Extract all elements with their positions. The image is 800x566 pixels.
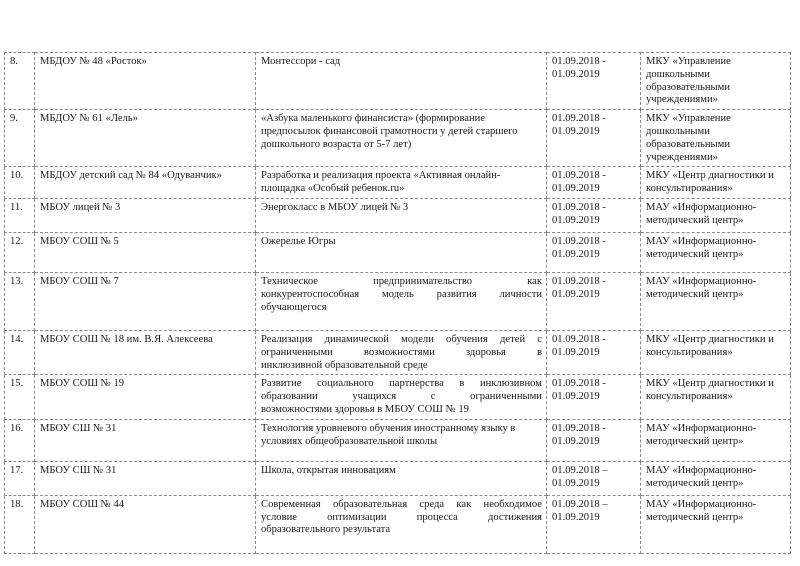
project-title-word: Техническое	[261, 275, 318, 287]
supervising-institution-line: учреждениями»	[646, 94, 718, 106]
supervising-institution-line: МАУ «Информационно-	[646, 422, 757, 434]
period-start-date: 01.09.2018 -	[552, 422, 606, 434]
project-title-word: модель	[381, 288, 414, 300]
project-title-word: социального	[316, 378, 374, 390]
project-title-line: обучающегося	[261, 301, 327, 313]
period-start-date: 01.09.2018 –	[552, 498, 608, 510]
project-title	[256, 272, 547, 330]
supervising-institution	[641, 419, 791, 461]
period-end-date: 01.09.2019	[552, 477, 600, 489]
supervising-institution-line: МКУ «Управление	[646, 113, 731, 125]
period-end-date: 01.09.2019	[552, 125, 600, 137]
period-end-date: 01.09.2019	[552, 248, 600, 260]
row-number: 10.	[5, 167, 35, 199]
row-number: 18.	[5, 495, 35, 553]
project-title	[256, 53, 547, 110]
supervising-institution-line: дошкольными	[646, 68, 710, 80]
project-title-word: с	[430, 391, 436, 403]
project-title-line: Монтессори - сад	[261, 56, 341, 67]
organization-name: МБДОУ № 48 «Росток»	[35, 53, 256, 110]
implementation-period	[547, 330, 641, 374]
project-title	[256, 495, 547, 553]
supervising-institution-line: методический центр»	[646, 477, 744, 489]
supervising-institution-line: консультирования»	[646, 391, 733, 403]
organization-name: МБОУ СШ № 31	[35, 461, 256, 495]
project-title-word: Реализация	[261, 333, 313, 345]
table-row	[5, 461, 791, 495]
implementation-period	[547, 110, 641, 167]
row-number: 15.	[5, 375, 35, 419]
project-title-word: конкурентоспособная	[261, 288, 360, 300]
period-start-date: 01.09.2018 –	[552, 464, 608, 476]
project-title	[256, 330, 547, 374]
supervising-institution	[641, 330, 791, 374]
project-title-word: необходимое	[483, 498, 542, 510]
project-title-line	[261, 289, 542, 302]
period-end-date: 01.09.2019	[552, 435, 600, 447]
project-title-word: достижения	[487, 511, 542, 523]
implementation-period	[547, 167, 641, 199]
project-title-line	[261, 347, 542, 360]
project-title	[256, 110, 547, 167]
period-start-date: 01.09.2018 -	[552, 235, 606, 247]
project-title-word: развития	[436, 288, 477, 300]
project-title-line	[261, 378, 542, 391]
project-title	[256, 419, 547, 461]
period-start-date: 01.09.2018 -	[552, 378, 606, 390]
project-title-word: образовании	[261, 391, 318, 403]
organization-name: МБОУ СОШ № 5	[35, 232, 256, 272]
project-title-line	[261, 334, 542, 347]
table-row	[5, 375, 791, 419]
project-title	[256, 461, 547, 495]
project-title-word: возможностями	[363, 346, 435, 358]
table-row	[5, 272, 791, 330]
supervising-institution-line: методический центр»	[646, 214, 744, 226]
project-title-word: процесса	[416, 511, 458, 523]
project-title-line: инклюзивной образовательной среде	[261, 359, 428, 371]
project-title-line: Разработка и реализация проекта «Активная онлайн-	[261, 170, 501, 182]
project-title-line: условиях общеобразовательной школы	[261, 435, 438, 447]
project-title-word: Развитие	[261, 378, 302, 390]
project-title-word: ограниченными	[470, 391, 542, 403]
supervising-institution-line: МКУ «Центр диагностики и	[646, 170, 774, 182]
period-start-date: 01.09.2018 -	[552, 170, 606, 182]
period-end-date: 01.09.2019	[552, 183, 600, 195]
period-end-date: 01.09.2019	[552, 346, 600, 358]
innovation-projects-table	[4, 52, 791, 554]
project-title-word: ограниченными	[261, 346, 333, 358]
implementation-period	[547, 232, 641, 272]
supervising-institution-line: методический центр»	[646, 288, 744, 300]
implementation-period	[547, 53, 641, 110]
project-title-word: с	[537, 333, 542, 345]
project-title-word: инклюзивном	[479, 378, 542, 390]
row-number: 8.	[5, 53, 35, 110]
project-title-line: Школа, открытая инновациям	[261, 464, 396, 476]
table-row	[5, 419, 791, 461]
project-title-line	[261, 391, 542, 404]
project-title-word: детей	[500, 333, 526, 345]
implementation-period	[547, 272, 641, 330]
table-row	[5, 198, 791, 232]
supervising-institution-line: методический центр»	[646, 511, 744, 523]
period-start-date: 01.09.2018 -	[552, 275, 606, 287]
supervising-institution-line: методический центр»	[646, 248, 744, 260]
period-start-date: 01.09.2018 -	[552, 201, 606, 213]
project-title-word: оптимизации	[327, 511, 387, 523]
supervising-institution-line: образовательными	[646, 138, 731, 150]
supervising-institution-line: МАУ «Информационно-	[646, 201, 757, 213]
organization-name: МБОУ СШ № 31	[35, 419, 256, 461]
period-end-date: 01.09.2019	[552, 214, 600, 226]
row-number: 9.	[5, 110, 35, 167]
period-start-date: 01.09.2018 -	[552, 113, 606, 125]
organization-name: МБОУ СОШ № 19	[35, 375, 256, 419]
project-title-word: партнерства	[389, 378, 444, 390]
supervising-institution-line: учреждениями»	[646, 151, 718, 163]
implementation-period	[547, 495, 641, 553]
supervising-institution	[641, 495, 791, 553]
supervising-institution	[641, 53, 791, 110]
supervising-institution-line: методический центр»	[646, 435, 744, 447]
table-row	[5, 495, 791, 553]
supervising-institution-line: консультирования»	[646, 183, 733, 195]
project-title-word: как	[527, 275, 542, 287]
project-title-word: личности	[499, 288, 542, 300]
implementation-period	[547, 198, 641, 232]
project-title-line: Технология уровневого обучения иностранному языку в	[261, 422, 516, 434]
supervising-institution	[641, 375, 791, 419]
period-end-date: 01.09.2019	[552, 391, 600, 403]
supervising-institution-line: консультирования»	[646, 346, 733, 358]
period-end-date: 01.09.2019	[552, 68, 600, 80]
row-number: 16.	[5, 419, 35, 461]
project-title-line: предпосылок финансовой грамотности у детей старшего	[261, 125, 518, 137]
project-title-line	[261, 512, 542, 525]
row-number: 17.	[5, 461, 35, 495]
project-title-line	[261, 499, 542, 512]
project-title-word: обучения	[446, 333, 488, 345]
supervising-institution-line: МКУ «Управление	[646, 56, 731, 67]
project-title	[256, 232, 547, 272]
supervising-institution-line: МАУ «Информационно-	[646, 464, 757, 476]
project-title-word: среда	[419, 498, 445, 510]
table-row	[5, 330, 791, 374]
organization-name: МБОУ лицей № 3	[35, 198, 256, 232]
project-title-word: образовательная	[333, 498, 408, 510]
supervising-institution-line: МКУ «Центр диагностики и	[646, 378, 774, 390]
project-title-word: модели	[401, 333, 434, 345]
supervising-institution-line: дошкольными	[646, 125, 710, 137]
project-title-word: динамической	[324, 333, 389, 345]
organization-name: МБОУ СОШ № 44	[35, 495, 256, 553]
period-end-date: 01.09.2019	[552, 288, 600, 300]
row-number: 11.	[5, 198, 35, 232]
project-title-word: в	[536, 346, 542, 358]
supervising-institution	[641, 272, 791, 330]
supervising-institution-line: МКУ «Центр диагностики и	[646, 333, 774, 345]
period-start-date: 01.09.2018 -	[552, 56, 606, 67]
period-start-date: 01.09.2018 -	[552, 333, 606, 345]
organization-name: МБОУ СОШ № 7	[35, 272, 256, 330]
project-title-line: площадка «Особый ребенок.ru»	[261, 183, 405, 195]
project-title-word: Современная	[261, 498, 321, 510]
organization-name: МБОУ СОШ № 18 им. В.Я. Алексеева	[35, 330, 256, 374]
project-title-word: предпринимательство	[373, 275, 473, 287]
project-title-line	[261, 276, 542, 289]
project-title-line: Энергокласс в МБОУ лицей № 3	[261, 201, 409, 213]
project-title-line: «Азбука маленького финансиста» (формирование	[261, 113, 486, 125]
supervising-institution-line: МАУ «Информационно-	[646, 275, 757, 287]
table-row	[5, 53, 791, 110]
organization-name: МБДОУ № 61 «Лель»	[35, 110, 256, 167]
project-title-word: здоровья	[465, 346, 506, 358]
supervising-institution	[641, 461, 791, 495]
project-title-word: условие	[261, 511, 297, 523]
organization-name: МБДОУ детский сад № 84 «Одуванчик»	[35, 167, 256, 199]
project-title-word: в	[459, 378, 465, 390]
project-title-line: образовательного результата	[261, 524, 391, 536]
implementation-period	[547, 375, 641, 419]
project-title-line: возможностями здоровья в МБОУ СОШ № 19	[261, 403, 469, 415]
row-number: 13.	[5, 272, 35, 330]
supervising-institution	[641, 232, 791, 272]
project-title-word: учащихся	[352, 391, 397, 403]
project-title-line: Ожерелье Югры	[261, 235, 336, 247]
project-title	[256, 198, 547, 232]
project-title-line: дошкольного возраста от 5-7 лет)	[261, 138, 412, 150]
project-title-word: как	[456, 498, 472, 510]
row-number: 14.	[5, 330, 35, 374]
project-title	[256, 375, 547, 419]
supervising-institution	[641, 198, 791, 232]
period-end-date: 01.09.2019	[552, 511, 600, 523]
supervising-institution-line: МАУ «Информационно-	[646, 235, 757, 247]
table-row	[5, 110, 791, 167]
table-row	[5, 167, 791, 199]
supervising-institution	[641, 167, 791, 199]
project-title	[256, 167, 547, 199]
supervising-institution	[641, 110, 791, 167]
supervising-institution-line: МАУ «Информационно-	[646, 498, 757, 510]
implementation-period	[547, 461, 641, 495]
implementation-period	[547, 419, 641, 461]
supervising-institution-line: образовательными	[646, 81, 731, 93]
table-row	[5, 232, 791, 272]
row-number: 12.	[5, 232, 35, 272]
